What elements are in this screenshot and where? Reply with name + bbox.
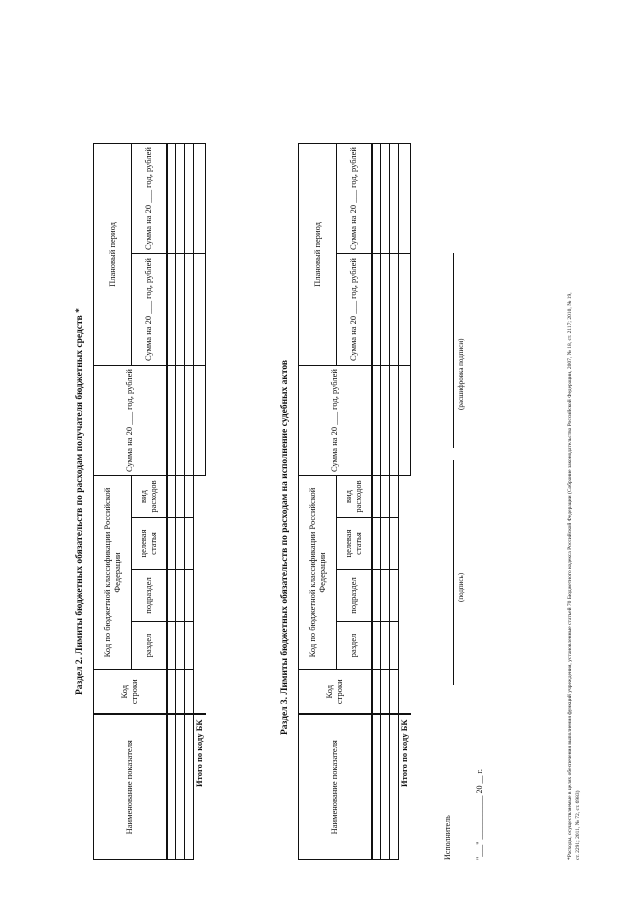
- s3-header-razdel: раздел: [337, 622, 372, 670]
- rotated-form-sheet: [35, 20, 615, 880]
- section2-table: [93, 143, 206, 860]
- s3-header-code: Код строки: [299, 670, 372, 715]
- s2-data-row: [167, 144, 176, 860]
- section3-title: Раздел 3. Лимиты бюджетных обязательств по расходам на исполнение судебных актов: [280, 359, 290, 735]
- s2-header-name: Наименование показателя: [94, 715, 167, 860]
- footnote-line1: *Расходы, осуществляемые в целях обеспечения выполнения функций учреждения, установленные статьей 70 Бюджетного кодекса Российской Федерации (Собрание законодательства Российской Федерации, 2007, № 18, ст. 2117; 2010, № 19,: [567, 292, 573, 860]
- s3-header-vid: вид расходов: [337, 476, 372, 518]
- s2-header-celevaya: целевая статья: [132, 518, 167, 570]
- signature-caption: (подпись): [457, 572, 465, 602]
- s3-header-planned: Плановый период: [299, 144, 337, 366]
- s2-header-code: Код строки: [94, 670, 167, 715]
- s2-header-sum-plan1: Сумма на 20 ___ год, рублей: [132, 254, 167, 366]
- s3-header-bk: Код по бюджетной классификации Российской Федерации: [299, 476, 337, 670]
- s2-header-vid: вид расходов: [132, 476, 167, 518]
- footnote-line2: ст. 2291; 2011, № 72, ст. 6983): [575, 790, 581, 860]
- decoding-line: [453, 253, 454, 448]
- s2-header-podrazdel: подраздел: [132, 570, 167, 622]
- section3-table: [298, 143, 411, 860]
- s2-header-planned: Плановый период: [94, 144, 132, 366]
- s2-header-razdel: раздел: [132, 622, 167, 670]
- s3-data-row: [372, 144, 381, 860]
- s3-total-label: Итого по коду БК: [399, 719, 409, 787]
- s2-data-row: [185, 144, 194, 860]
- s3-header-sum-plan2: Сумма на 20 ___ год, рублей: [337, 144, 372, 254]
- s3-header-celevaya: целевая статья: [337, 518, 372, 570]
- executor-label: Исполнитель: [443, 815, 452, 860]
- s2-header-sum-plan2: Сумма на 20 ___ год, рублей: [132, 144, 167, 254]
- signature-line: [453, 460, 454, 685]
- s3-header-sum-current: Сумма на 20 ___ год, рублей: [299, 366, 372, 476]
- section2-title: Раздел 2. Лимиты бюджетных обязательств по расходам получателя бюджетных средств *: [75, 308, 85, 695]
- s2-data-row: [176, 144, 185, 860]
- date-line: "___" ___________ 20 __ г.: [475, 769, 484, 860]
- s3-data-row: [381, 144, 390, 860]
- s3-header-name: Наименование показателя: [299, 715, 372, 860]
- s3-header-sum-plan1: Сумма на 20 ___ год, рублей: [337, 254, 372, 366]
- s3-data-row: [390, 144, 399, 860]
- s2-header-sum-current: Сумма на 20 ___ год, рублей: [94, 366, 167, 476]
- decoding-caption: (расшифровка подписи): [457, 338, 465, 410]
- s3-header-podrazdel: подраздел: [337, 570, 372, 622]
- s2-total-label: Итого по коду БК: [194, 719, 204, 787]
- s2-header-bk: Код по бюджетной классификации Российской Федерации: [94, 476, 132, 670]
